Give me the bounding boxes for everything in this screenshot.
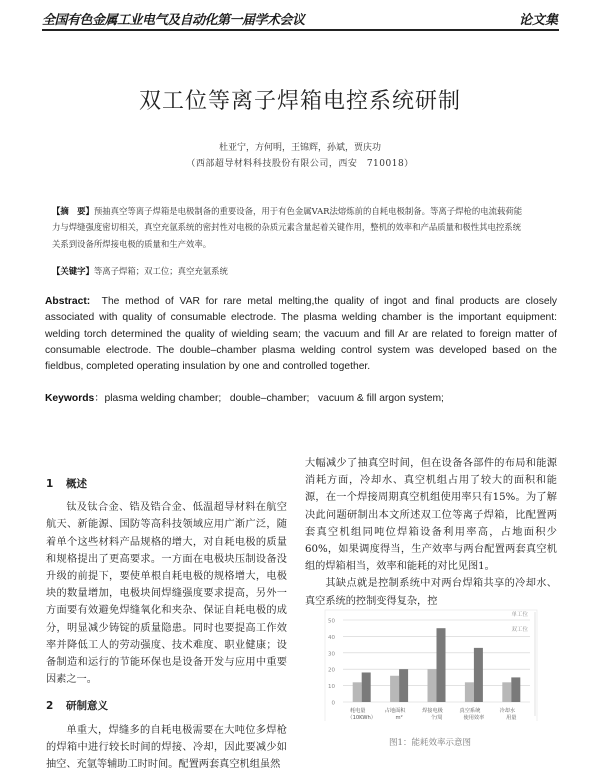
bar-double — [474, 648, 483, 702]
left-column — [46, 476, 287, 773]
x-tick-label: 耗电量 — [349, 708, 366, 714]
y-tick-label: 30 — [328, 651, 335, 658]
abstract-en — [45, 294, 557, 375]
header-rule — [42, 29, 559, 31]
section-2-paragraph: 单重大，焊缝多的自耗电极需要在大吨位多焊枪的焊箱中进行较长时间的焊接、冷却，因此要减少如抽空、充氩等辅助工时时间。配置两套真空机组虽然 — [46, 724, 287, 771]
x-tick-label: 焊接电极 — [422, 708, 443, 714]
bar-single — [353, 682, 362, 702]
bar-double — [362, 672, 371, 702]
right-column — [305, 455, 557, 610]
x-tick-label: 真空系统 — [459, 708, 481, 714]
abstract-cn-text: 预抽真空等离子焊箱是电极制备的重要设备，用于有色金属VAR法熔炼前的自耗电极制备。等离子焊枪的电流载荷能力与焊缝强度密切相关，真空充氩系统的密封性对电极的杂质元素含量起着关键作用，整机的效率和产品质量和极性其电控系统关系到设备所焊接电极的质量和生产效率。 — [52, 206, 523, 249]
energy-efficiency-chart — [315, 606, 545, 721]
keywords-cn-text: 等离子焊箱；双工位；真空充氩系统 — [93, 266, 228, 276]
keywords-en-text: plasma welding chamber; double–chamber; vacuum & fill argon system; — [104, 393, 444, 404]
x-tick-label-unit: m² — [395, 715, 403, 721]
paper-authors: 杜亚宁，方何明，王锦辉，孙斌，贾庆功 — [218, 143, 381, 153]
abstract-en-label: Abstract: — [45, 296, 91, 307]
x-tick-label: 占地面积 — [384, 708, 406, 714]
x-tick-label-unit: 用量 — [506, 715, 517, 721]
running-header-conference: 全国有色金属工业电气及自动化第一届学术会议 — [42, 13, 305, 28]
section-number-1: 1 — [46, 478, 54, 490]
bar-double — [511, 677, 520, 702]
chart-frame — [325, 610, 537, 721]
bar-single — [428, 669, 437, 702]
section-1-paragraph: 钛及钛合金、锆及锆合金、低温超导材料在航空航天、新能源、国防等高科技领域应用广渐广泛，随着单个这些材料产品规格的增大，对自耗电极的质量和规格提出了更高要求。一方面在电极块压制设备没升级的前提下，要使单根自耗电极的规格增大，电极块的数量增加，电极块间焊缝强度要求提高，另外一方面要有效避免焊缝氧化和夹杂、保证自耗电极的成分，明显减少铸锭的质量隐患。同时也要提高工作效率并降低工人的劳动强度、技术难度、职业健康；设备制造和运行的节能环保也是设备开发与应用中重要因素之一。 — [46, 502, 287, 686]
abstract-cn — [52, 203, 524, 252]
paper-title: 双工位等离子焊箱电控系统研制 — [138, 89, 461, 114]
section-title-2: 研制意义 — [66, 700, 108, 713]
y-tick-label: 40 — [328, 634, 335, 641]
section-heading-2 — [46, 698, 287, 715]
keywords-cn-label: 【关键字】 — [52, 266, 94, 276]
running-header-section: 论文集 — [518, 13, 558, 28]
section-heading-1 — [46, 476, 287, 493]
x-tick-label-unit: 个/周 — [430, 715, 443, 721]
right-paragraph-2: 其缺点就是控制系统中对两台焊箱共享的冷却水、真空系统的控制变得复杂，控 — [305, 578, 557, 607]
section-title-1: 概述 — [66, 478, 87, 490]
x-tick-label: 冷却水 — [499, 708, 516, 714]
keywords-en-sep: ： — [94, 393, 105, 404]
x-tick-label-unit: （10KWh） — [347, 715, 377, 721]
figure-caption: 图1：能耗效率示意图 — [389, 738, 471, 748]
legend-label: 单工位 — [511, 612, 528, 618]
abstract-cn-label: 【摘 要】 — [52, 206, 94, 216]
bar-double — [437, 628, 446, 702]
keywords-en — [45, 389, 557, 404]
y-tick-label: 10 — [328, 684, 335, 691]
keywords-en-label: Keywords — [45, 393, 95, 404]
abstract-en-text: The method of VAR for rare metal melting,the quality of ingot and final products are closely associated with quality of consumable electrode. The plasma welding chamber is the important equipment: welding torch determined the quality of wielding seam; the vacuum and fill Ar are related to foreign matter of consumable electrode. The double–chamber plasma welding control system was developed based on the fieldbus, completed operating insulation by one and controlled together. — [45, 296, 558, 373]
bar-single — [465, 682, 474, 702]
x-tick-label-unit: 使用效率 — [463, 715, 485, 721]
bar-double — [399, 669, 408, 702]
bar-single — [502, 682, 511, 702]
legend-label: 双工位 — [511, 627, 528, 633]
y-tick-label: 20 — [328, 667, 335, 674]
right-paragraph-1: 大幅减少了抽真空时间，但在设备各部件的布局和能源消耗方面，冷却水、真空机组占用了较大的面积和能源，在一个焊接周期真空机组使用率只有15%。为了解决此问题研制出本文所述双工位等离子焊箱，比配置两套真空机组同吨位焊箱设备利用率高，占地面积少60%，如果调度得当，生产效率与两台配置两套真空机组的焊箱相当，效率和能耗的对比见图1。 — [305, 458, 557, 573]
paper-affiliation: （西部超导材料科技股份有限公司，西安 710018） — [186, 159, 414, 169]
y-tick-label: 50 — [328, 618, 335, 625]
section-number-2: 2 — [46, 700, 54, 713]
bar-single — [390, 676, 399, 702]
y-tick-label: 0 — [331, 700, 335, 707]
keywords-cn — [52, 265, 524, 277]
